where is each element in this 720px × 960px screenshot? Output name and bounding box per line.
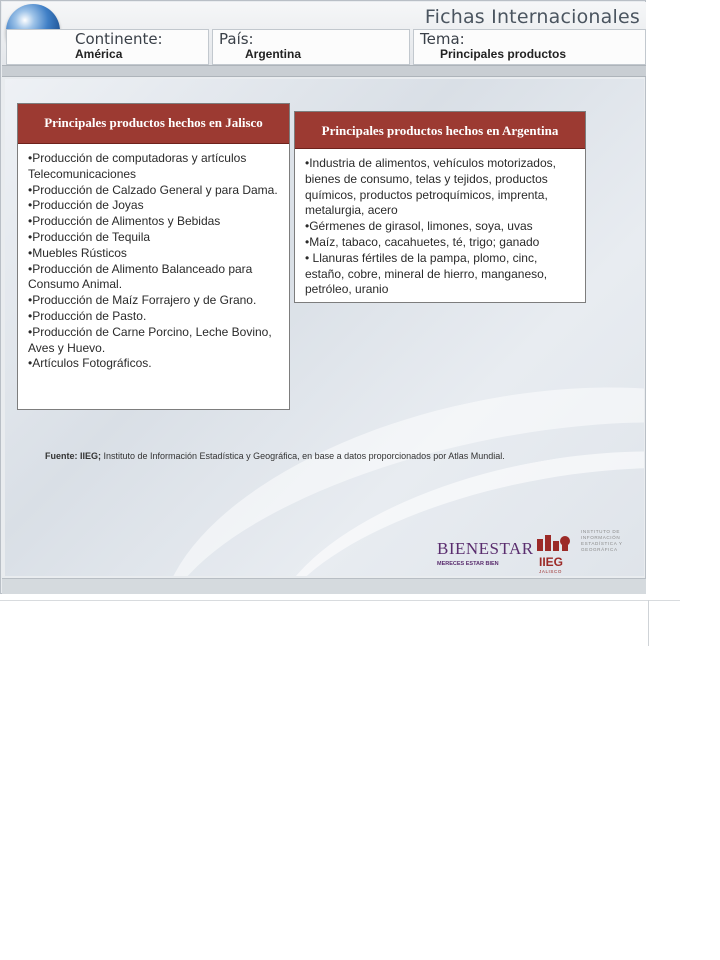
product-item: •Producción de Joyas [28,198,144,213]
bienestar-wordmark: BIENESTAR [437,539,534,558]
argentina-card-title: Principales productos hechos en Argentina [295,112,585,149]
topic-label: Tema: [420,30,465,48]
product-item: •Producción de Pasto. [28,308,147,323]
source-text: Instituto de Información Estadística y Geográfica, en base a datos proporcionados por Atlas Mundial. [101,451,505,461]
country-label: País: [219,30,254,48]
country-box [212,29,410,65]
header-divider [2,65,646,77]
page-divider [0,600,680,601]
product-item: •Producción de Calzado General y para Dama. [28,182,278,197]
iieg-state: JALISCO [539,569,562,574]
product-item: •Producción de Alimentos y Bebidas [28,214,221,229]
header-bar [2,2,646,66]
continent-value: América [75,47,123,61]
footer-bar [2,578,646,594]
argentina-products-card [294,111,586,303]
bienestar-slogan: MERECES ESTAR BIEN [437,561,499,567]
iieg-subtext: INSTITUTO DE INFORMACIÓN ESTADÍSTICA Y GEOGRÁFICA [581,529,623,552]
topic-value: Principales productos [440,47,567,61]
iieg-logo [535,527,645,575]
iieg-wordmark: IIEG [539,555,564,569]
product-item: •Producción de computadoras y artículos Telecomunicaciones [28,151,247,181]
product-item: •Muebles Rústicos [28,245,127,260]
bienestar-logo [437,539,534,573]
product-item: •Producción de Alimento Balanceado para Consumo Animal. [28,261,253,292]
jalisco-card-title: Principales productos hechos en Jalisco [18,104,289,144]
product-item: •Gérmenes de girasol, limones, soya, uvas [305,219,533,234]
brand-title: Fichas Internacionales [424,6,640,28]
argentina-products-list [295,149,585,298]
jalisco-products-card [17,103,290,410]
product-item: •Industria de alimentos, vehículos motorizados, bienes de consumo, telas y tejidos, productos químicos, productos petroquímicos, imprenta, metalurgia, acero [305,156,556,218]
continent-label: Continente: [75,30,163,48]
product-item: • Llanuras fértiles de la pampa, plomo, cinc, estaño, cobre, mineral de hierro, manganeso, petróleo, uranio [305,250,548,297]
country-value: Argentina [245,47,302,61]
product-item: •Producción de Maíz Forrajero y de Grano. [28,293,257,308]
product-item: •Artículos Fotográficos. [28,356,152,371]
product-item: •Producción de Tequila [28,229,151,244]
topic-box [413,29,646,65]
source-note [45,451,505,461]
product-item: •Producción de Carne Porcino, Leche Bovino, Aves y Huevo. [28,324,272,355]
product-item: •Maíz, tabaco, cacahuetes, té, trigo; ganado [305,234,540,249]
source-label: Fuente: IIEG; [45,451,101,461]
continent-box [6,29,209,65]
jalisco-products-list [18,144,289,372]
page-divider-vertical [648,600,649,646]
